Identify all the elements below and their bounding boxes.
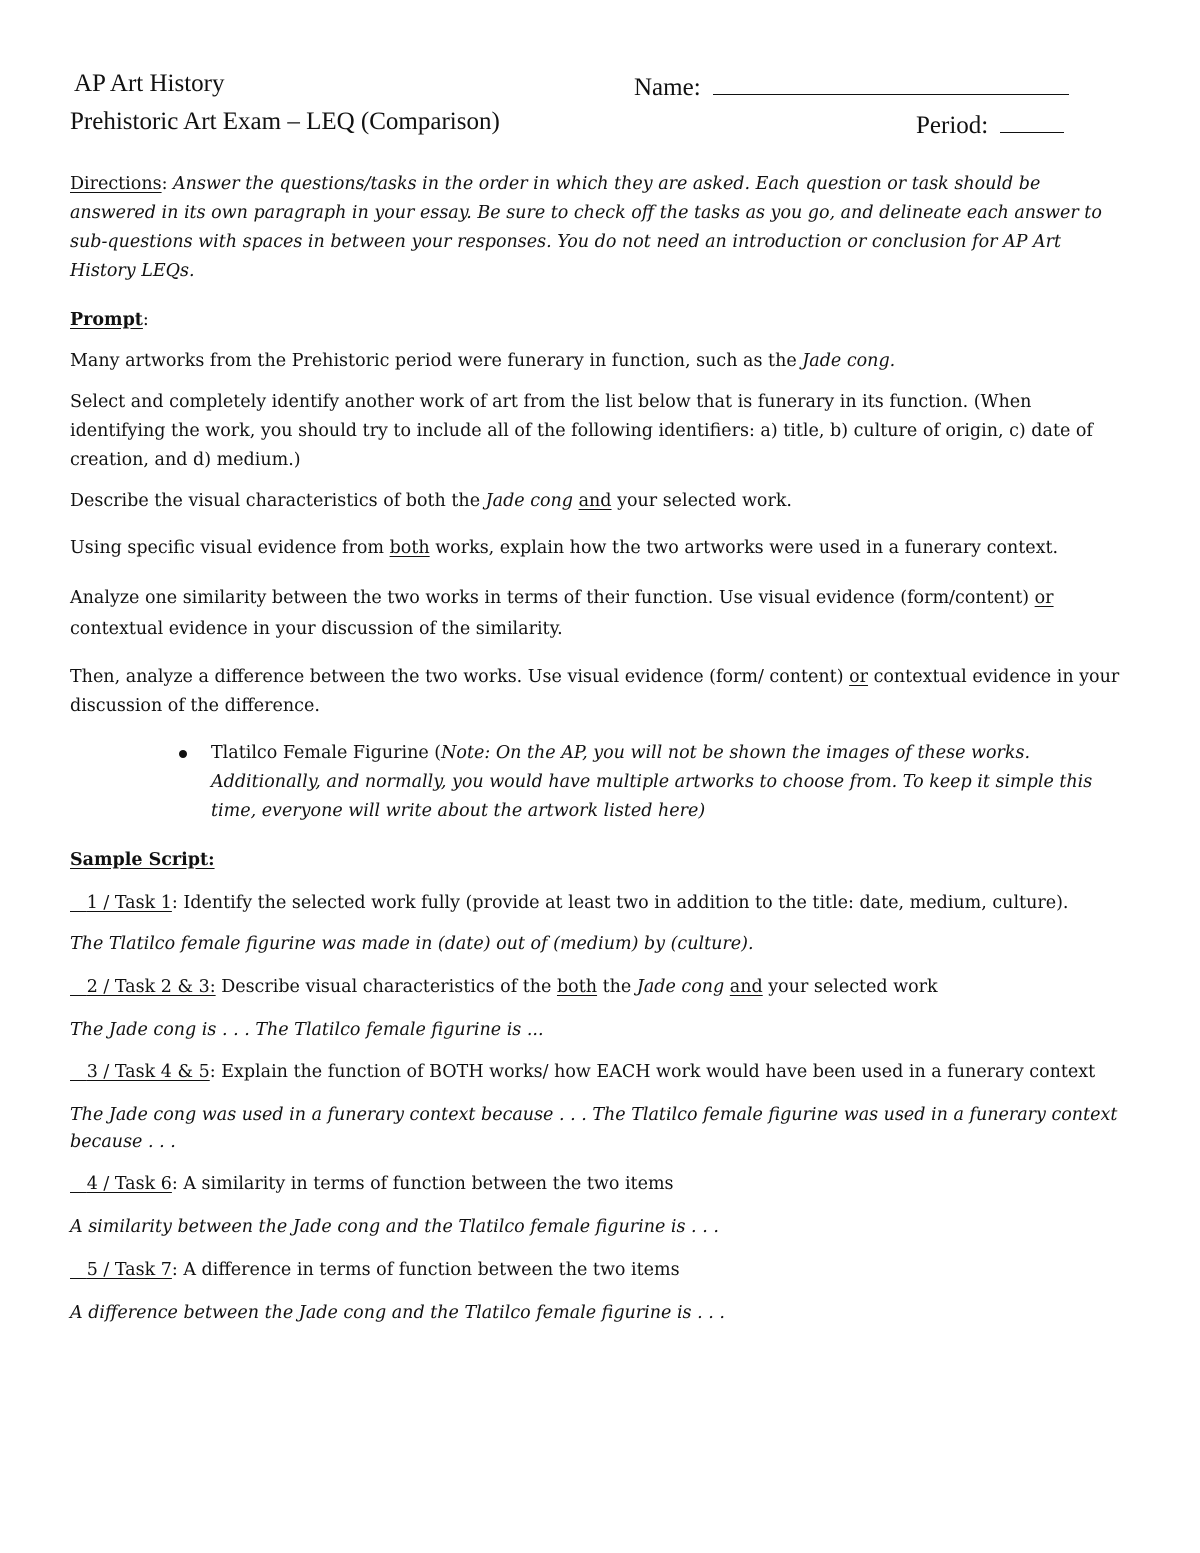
- task-2: [70, 973, 1130, 1002]
- sample-script-label: Sample Script:: [70, 850, 215, 870]
- prompt-p6-under: or: [849, 667, 869, 687]
- task-2-number[interactable]: 2 / Task 2 & 3:: [70, 977, 216, 997]
- task-2-ital: Jade cong: [636, 977, 725, 997]
- prompt-p5-b: contextual evidence in your discussion of the similarity.: [70, 619, 563, 639]
- task-3-number[interactable]: 3 / Task 4 & 5: [70, 1062, 210, 1082]
- task-2-under-1: both: [556, 977, 598, 997]
- task-3: [70, 1059, 1130, 1086]
- name-blank[interactable]: [713, 70, 1069, 95]
- prompt-p5-a: Analyze one similarity between the two works in terms of their function. Use visual evidence (form/content): [70, 588, 1035, 608]
- task-2-example: The Jade cong is . . . The Tlatilco female figurine is ...: [70, 1020, 544, 1040]
- prompt-label: Prompt: [70, 310, 143, 330]
- task-1-number[interactable]: 1 / Task 1: [70, 893, 172, 913]
- task-4: [70, 1170, 1130, 1199]
- prompt-p4-under: both: [389, 538, 430, 558]
- exam-page: [70, 70, 1130, 1328]
- bullet-icon: [179, 750, 187, 758]
- artwork-title: Tlatilco Female Figurine (: [211, 743, 442, 763]
- prompt-p1-text: Many artworks from the Prehistoric period were funerary in function, such as the: [70, 351, 803, 371]
- prompt-paragraph-1: [70, 347, 1130, 376]
- prompt-paragraph-2: Select and completely identify another work of art from the list below that is funerary in its function. (When identifying the work, you should try to include all of the following identifiers: a) title, b) culture of origin, c) date of creation, and d) medium.): [70, 392, 1093, 470]
- task-2-desc-a: Describe visual characteristics of the: [215, 977, 557, 997]
- prompt-p3-b: your selected work.: [611, 491, 792, 511]
- task-2-under-2: and: [729, 977, 763, 997]
- prompt-paragraph-5: [70, 583, 1130, 645]
- task-2-desc-d: your selected work: [762, 977, 938, 997]
- note-label: Note: [441, 743, 485, 763]
- task-5-desc: : A difference in terms of function between the two items: [171, 1260, 680, 1280]
- period-label: Period:: [916, 112, 989, 139]
- prompt-p3-ital: Jade cong: [485, 491, 574, 511]
- directions-paragraph: Directions: Answer the questions/tasks in the order in which they are asked. Each question or task should be answered in its own paragraph in your essay. Be sure to check off the tasks as you go, and delineate each answer to sub-questions with spaces in between your responses. You do not need an introduction or conclusion for AP Art History LEQs.: [70, 174, 1102, 281]
- prompt-paragraph-6: [70, 663, 1130, 721]
- note-text: : On the AP, you will not be shown the images of these works. Additionally, and normally, you would have multiple artworks to choose from. To keep it simple this time, everyone will write about the artwork listed here): [211, 743, 1093, 821]
- prompt-p4-b: works, explain how the two artworks were used in a funerary context.: [429, 538, 1059, 558]
- course-title: AP Art History: [74, 70, 225, 97]
- prompt-p3-under: and: [578, 491, 612, 511]
- period-blank[interactable]: [1000, 108, 1064, 133]
- directions-text: Answer the questions/tasks in the order in which they are asked. Each question or task should be answered in its own paragraph in your essay. Be sure to check off the tasks as you go, and delineate each answer to sub-questions with spaces in between your responses. You do not need an introduction or conclusion for AP Art History LEQs.: [70, 174, 1102, 281]
- period-field: [916, 108, 1064, 140]
- prompt-paragraph-3: [70, 487, 1130, 516]
- task-5: [70, 1256, 1130, 1285]
- header-row-1: [70, 70, 1130, 108]
- task-1-desc: : Identify the selected work fully (provide at least two in addition to the title: date, medium, culture).: [171, 893, 1069, 913]
- prompt-p6-b: contextual evidence in your discussion of the difference.: [70, 667, 1120, 716]
- task-3-example: The Jade cong was used in a funerary context because . . . The Tlatilco female figurine was used in a funerary context because . . .: [70, 1105, 1118, 1152]
- directions-label: Directions: [70, 174, 162, 194]
- task-1: [70, 889, 1130, 918]
- task-1-example: The Tlatilco female figurine was made in (date) out of (medium) by (culture).: [70, 934, 754, 954]
- prompt-p6-a: Then, analyze a difference between the two works. Use visual evidence (form/ content): [70, 667, 850, 687]
- prompt-p5-under: or: [1034, 588, 1054, 608]
- name-label: Name:: [634, 74, 701, 101]
- prompt-paragraph-4: [70, 534, 1130, 563]
- task-5-example: A difference between the Jade cong and the Tlatilco female figurine is . . .: [70, 1303, 725, 1323]
- task-3-desc: : Explain the function of BOTH works/ how EACH work would have been used in a funerary context: [209, 1062, 1096, 1082]
- sample-script-heading: [70, 846, 1130, 875]
- task-4-example: A similarity between the Jade cong and the Tlatilco female figurine is . . .: [70, 1217, 719, 1237]
- prompt-p4-a: Using specific visual evidence from: [70, 538, 390, 558]
- exam-title: Prehistoric Art Exam – LEQ (Comparison): [70, 108, 500, 135]
- name-field: [634, 70, 1069, 102]
- task-5-number[interactable]: 5 / Task 7: [70, 1260, 172, 1280]
- jade-cong-ref: Jade cong.: [802, 351, 896, 371]
- task-4-desc: : A similarity in terms of function between the two items: [171, 1174, 674, 1194]
- task-2-desc-b: the: [597, 977, 637, 997]
- prompt-p3-a: Describe the visual characteristics of both the: [70, 491, 486, 511]
- artwork-list-item: [70, 739, 1130, 826]
- prompt-heading: Prompt:: [70, 310, 149, 330]
- header-row-2: [70, 108, 1130, 146]
- task-4-number[interactable]: 4 / Task 6: [70, 1174, 172, 1194]
